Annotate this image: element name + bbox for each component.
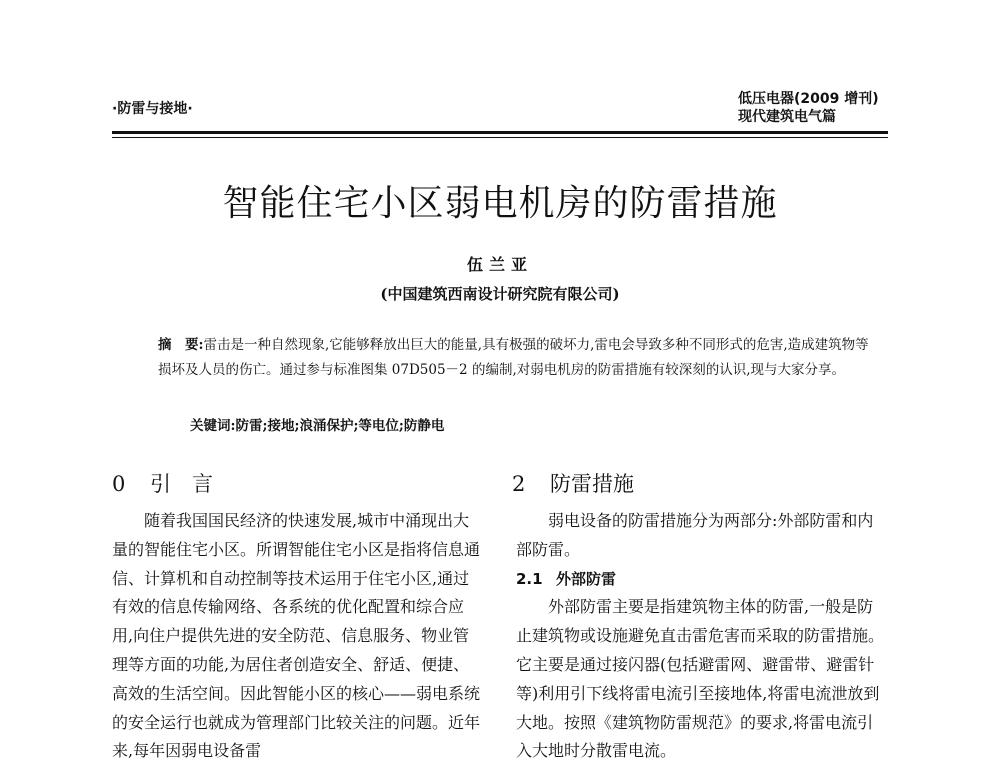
keywords-text: 防雷;接地;浪涌保护;等电位;防静电 (235, 418, 445, 434)
section-2-title: 防雷措施 (550, 472, 634, 496)
journal-line-2: 现代建筑电气篇 (738, 109, 836, 125)
section-0-heading (112, 468, 213, 498)
subsection-2-1-number: 2.1 (516, 569, 543, 588)
abstract-text: 雷击是一种自然现象,它能够释放出巨大的能量,具有极强的破坏力,雷电会导致多种不同形式的危害,造成建筑物等损坏及人员的伤亡。通过参与标准图集 07D505－2 的编制,对弱电机房的防雷措施有较深刻的认识,现与大家分享。 (158, 337, 869, 378)
section-0-number: 0 (112, 472, 126, 496)
author-name: 伍兰亚 (466, 255, 533, 274)
right-column (516, 507, 886, 766)
section-2-heading (512, 468, 634, 498)
section-2-number: 2 (512, 472, 526, 496)
author-affiliation: (中国建筑西南设计研究院有限公司) (380, 285, 620, 303)
journal-line-1: 低压电器(2009 增刊) (738, 91, 879, 107)
header-rule-thin (112, 137, 888, 138)
abstract-label: 摘 要: (158, 337, 204, 353)
section-tag: ·防雷与接地· (112, 101, 193, 117)
section-0-title: 引 言 (150, 472, 213, 496)
section-0-paragraph: 随着我国国民经济的快速发展,城市中涌现出大量的智能住宅小区。所谓智能住宅小区是指将信息通信、计算机和自动控制等技术运用于住宅小区,通过有效的信息传输网络、各系统的优化配置和综合应用,向住户提供先进的安全防范、信息服务、物业管理等方面的功能,为居住者创造安全、舒适、便捷、高效的生活空间。因此智能小区的核心——弱电系统的安全运行也就成为管理部门比较关注的问题。近年来,每年因弱电设备雷 (112, 511, 481, 761)
keywords (190, 414, 444, 434)
subsection-2-1-title: 外部防雷 (556, 569, 617, 588)
subsection-2-1-heading (516, 565, 886, 594)
journal-info (738, 90, 879, 126)
left-column (112, 507, 482, 766)
keywords-label: 关键词: (190, 418, 236, 434)
article-title: 智能住宅小区弱电机房的防雷措施 (222, 183, 778, 224)
header-rule-thick (112, 131, 888, 134)
subsection-2-1-paragraph: 外部防雷主要是指建筑物主体的防雷,一般是防止建筑物或设施避免直击雷危害而采取的防雷措施。它主要是通过接闪器(包括避雷网、避雷带、避雷针等)利用引下线将雷电流引至接地体,将雷电流泄放到大地。按照《建筑物防雷规范》的要求,将雷电流引入大地时分散雷电流。 (516, 597, 885, 761)
section-2-intro: 弱电设备的防雷措施分为两部分:外部防雷和内部防雷。 (516, 511, 874, 559)
abstract (158, 333, 878, 383)
